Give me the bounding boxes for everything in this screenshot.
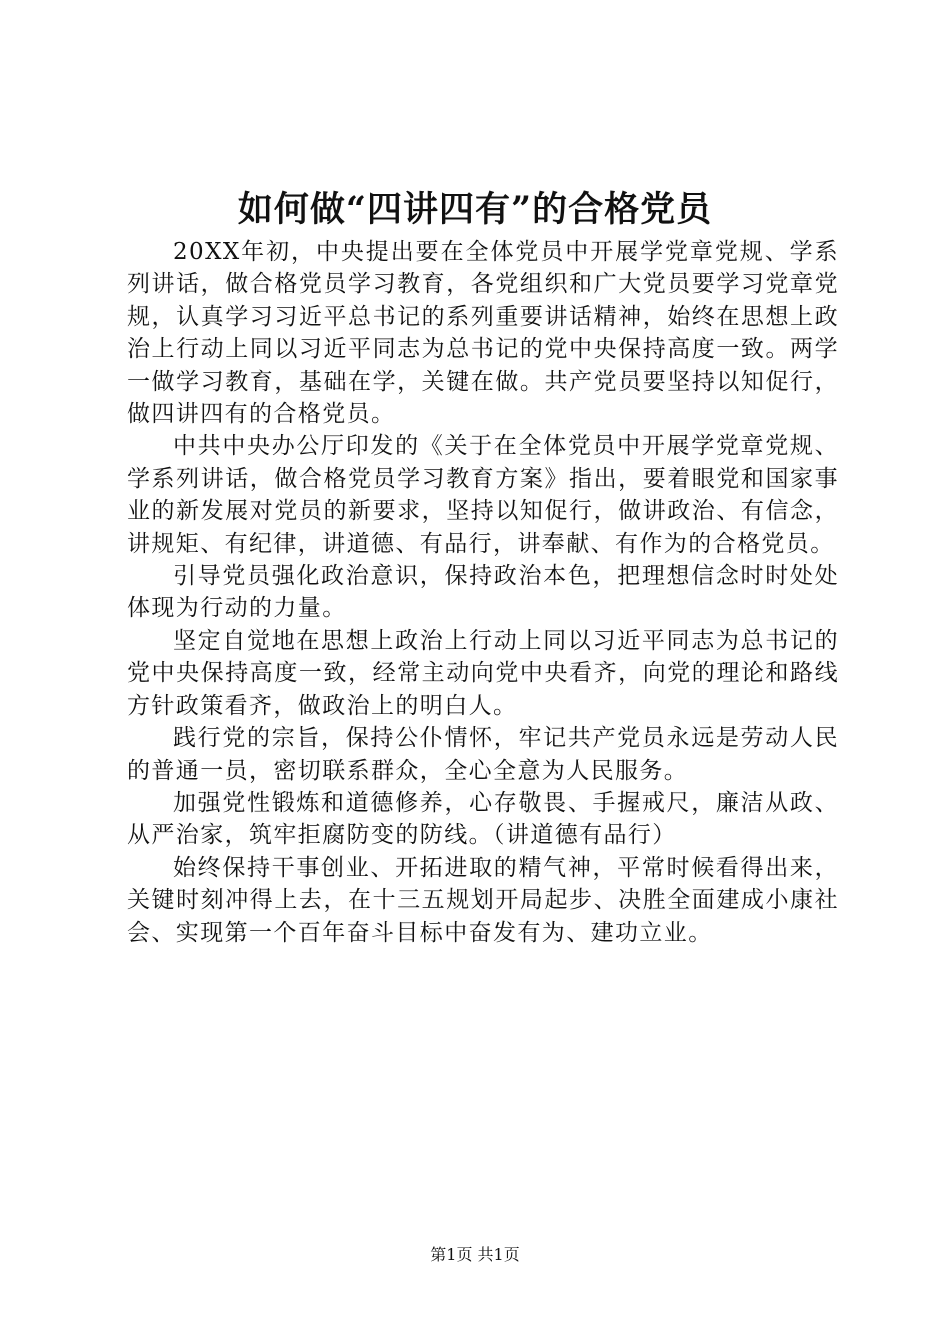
paragraph: 坚定自觉地在思想上政治上行动上同以习近平同志为总书记的党中央保持高度一致，经常主动向党中央看齐，向党的理论和路线方针政策看齐，做政治上的明白人。: [127, 627, 839, 719]
document-title: 如何做“四讲四有”的合格党员: [237, 189, 713, 230]
paragraph: 中共中央办公厅印发的《关于在全体党员中开展学党章党规、学系列讲话，做合格党员学习教育方案》指出，要着眼党和国家事业的新发展对党员的新要求，坚持以知促行，做讲政治、有信念，讲规矩、有纪律，讲道德、有品行，讲奉献、有作为的合格党员。: [127, 433, 839, 557]
document-body: [127, 236, 839, 949]
paragraph: 加强党性锻炼和道德修养，心存敬畏、手握戒尺，廉洁从政、从严治家，筑牢拒腐防变的防线。（讲道德有品行）: [127, 789, 839, 849]
paragraph: 践行党的宗旨，保持公仆情怀，牢记共产党员永远是劳动人民的普通一员，密切联系群众，全心全意为人民服务。: [127, 725, 839, 784]
paragraph: 20XX年初，中央提出要在全体党员中开展学党章党规、学系列讲话，做合格党员学习教育，各党组织和广大党员要学习党章党规，认真学习习近平总书记的系列重要讲话精神，始终在思想上政治上行动上同以习近平同志为总书记的党中央保持高度一致。两学一做学习教育，基础在学，关键在做。共产党员要坚持以知促行，做四讲四有的合格党员。: [127, 239, 839, 428]
page-number-footer: 第1页 共1页: [430, 1245, 520, 1264]
paragraph: 始终保持干事创业、开拓进取的精气神，平常时候看得出来，关键时刻冲得上去，在十三五规划开局起步、决胜全面建成小康社会、实现第一个百年奋斗目标中奋发有为、建功立业。: [127, 854, 839, 946]
paragraph: 引导党员强化政治意识，保持政治本色，把理想信念时时处处体现为行动的力量。: [127, 563, 839, 622]
